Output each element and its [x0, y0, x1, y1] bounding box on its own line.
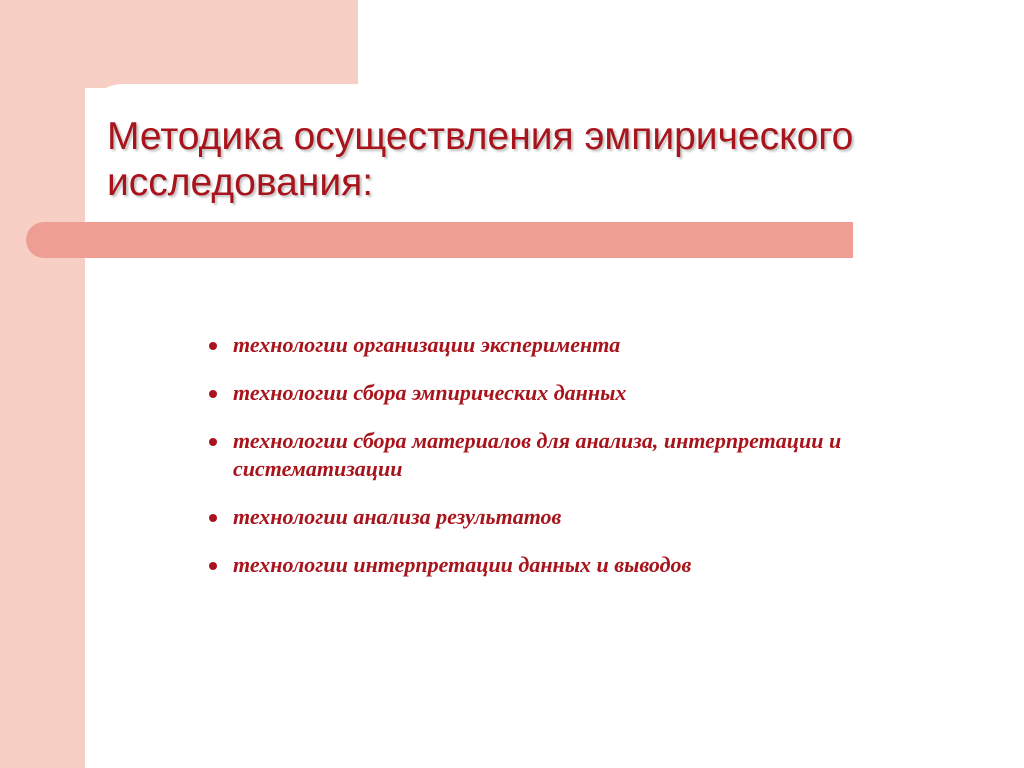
bullet-list: [205, 331, 925, 599]
bullet-text: технологии сбора материалов для анализа, интерпретации и систематизации: [233, 428, 842, 481]
bullet-text: технологии сбора эмпирических данных: [233, 380, 627, 405]
bullet-dot-icon: [209, 514, 217, 522]
bullet-dot-icon: [209, 562, 217, 570]
bullet-text: технологии организации эксперимента: [233, 332, 621, 357]
bullet-item: [205, 331, 925, 359]
bullet-item: [205, 503, 925, 531]
slide-title: Методика осуществления эмпирического исследования:: [107, 115, 854, 204]
bullet-text: технологии анализа результатов: [233, 504, 562, 529]
bullet-dot-icon: [209, 342, 217, 350]
bullet-dot-icon: [209, 438, 217, 446]
title-accent-bar: [26, 222, 853, 258]
bullet-text: технологии интерпретации данных и выводов: [233, 552, 692, 577]
bullet-item: [205, 379, 925, 407]
bullet-item: [205, 427, 925, 483]
bullet-dot-icon: [209, 390, 217, 398]
left-decor-band: [0, 0, 85, 768]
bullet-item: [205, 551, 925, 579]
top-decor-band: [0, 0, 358, 88]
